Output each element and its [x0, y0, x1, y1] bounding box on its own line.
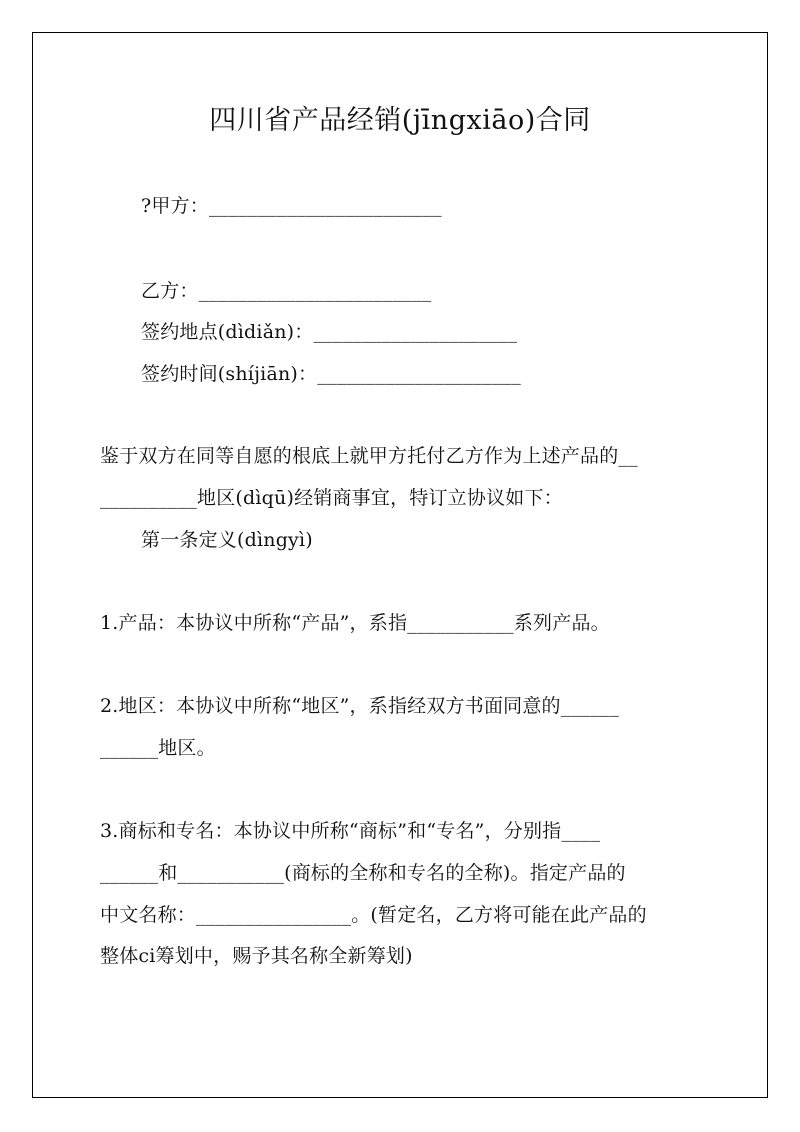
- preamble-line-1: 鉴于双方在同等自愿的根底上就甲方托付乙方作为上述产品的__: [100, 445, 638, 467]
- sign-time-line: 签约时间(shíjiān)：_____________________: [141, 363, 521, 385]
- sign-place-line: 签约地点(dìdiǎn)：_____________________: [141, 321, 518, 343]
- preamble-line-2: __________地区(dìqū)经销商事宜，特订立协议如下：: [100, 487, 563, 509]
- document-title: 四川省产品经销(jīngxiāo)合同: [209, 105, 591, 136]
- clause-3-line-2: ______和___________(商标的全称和专名的全称)。指定产品的: [100, 862, 626, 884]
- clause-3-line-3: 中文名称：________________。(暂定名，乙方将可能在此产品的: [100, 904, 647, 926]
- clause-3-line-4: 整体ci筹划中，赐予其名称全新筹划): [100, 945, 413, 967]
- party-a-line: ?甲方：________________________: [141, 195, 442, 217]
- clause-3-line-1: 3.商标和专名：本协议中所称“商标”和“专名”，分别指____: [100, 820, 601, 842]
- clause-2-line-1: 2.地区：本协议中所称“地区”，系指经双方书面同意的______: [100, 695, 619, 717]
- clause-2-line-2: ______地区。: [100, 737, 216, 759]
- article-1-heading: 第一条定义(dìngyì): [141, 529, 313, 551]
- party-b-line: 乙方：________________________: [141, 280, 432, 302]
- clause-1-line: 1.产品：本协议中所称“产品”，系指___________系列产品。: [100, 612, 610, 634]
- page-border: [32, 32, 768, 1098]
